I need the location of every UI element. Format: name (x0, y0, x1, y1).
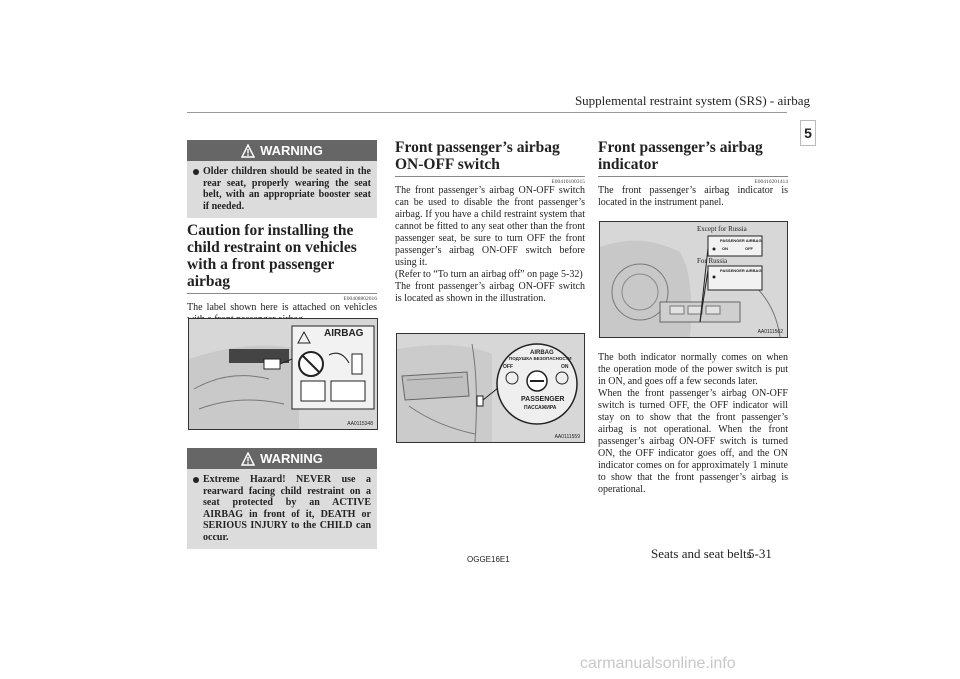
panel2-label: PASSENGER AIRBAG (720, 268, 762, 273)
panel-on-text: ON (722, 246, 728, 251)
section-rule (395, 176, 585, 177)
warning-box-older-children (187, 140, 377, 218)
switch-passenger-ru-text: ПАССАЖИРА (524, 405, 557, 411)
bullet-icon (193, 477, 199, 483)
panel1-label: PASSENGER AIRBAG (720, 238, 762, 243)
section-code: E00410100315 (551, 179, 585, 185)
switch-airbag-ru-text: ПОДУШКА БЕЗОПАСНОСТИ (509, 356, 572, 361)
warning-header (187, 140, 377, 161)
paragraph-reference: (Refer to “To turn an airbag off” on page 5-32) (395, 269, 583, 280)
figure-airbag-label (188, 318, 378, 430)
for-russia-text: For Russia (697, 257, 728, 265)
figure-id: AA0111559 (554, 434, 580, 440)
except-russia-text: Except for Russia (697, 225, 747, 233)
figure-indicator-panel (599, 221, 788, 338)
airbag-label-text: AIRBAG (324, 328, 364, 339)
panel-off-text: OFF (745, 246, 753, 251)
warning-header (187, 448, 377, 469)
paragraph-indicator-states: When the front passenger’s airbag ON-OFF switch is turned OFF, the OFF indicator will stay on to show that the front passenger’s airbag is not operational. When the front passenger’s airbag ON-OFF switch is turned ON, the OFF indicator goes off, and the ON indicator comes on for approximately 1 minute to show that the front passenger’s airbag is operational. (598, 388, 788, 495)
footer-code: OGGE16E1 (467, 555, 510, 564)
section-title-caution: Caution for installing the child restraint on vehicles with a front passenger airbag (187, 222, 357, 290)
page-number: 5-31 (748, 546, 772, 561)
section-rule (187, 293, 377, 294)
paragraph-switch-location: The front passenger’s airbag ON-OFF switch is located as shown in the illustration. (395, 281, 585, 304)
figure-id: AA0111562 (757, 329, 783, 335)
switch-passenger-text: PASSENGER (521, 396, 565, 403)
watermark: carmanualsonline.info (580, 655, 736, 672)
running-header: Supplemental restraint system (SRS) - airbag (574, 93, 810, 108)
warning-triangle-icon (241, 144, 255, 158)
switch-location-illustration (397, 334, 584, 442)
switch-off-text: OFF (503, 364, 513, 370)
paragraph-label-info: The label shown here is attached on vehicles (187, 302, 377, 313)
section-title-indicator: Front passenger’s airbag indicator (598, 139, 763, 173)
section-rule (598, 176, 788, 177)
warning-box-extreme-hazard (187, 448, 377, 549)
paragraph-indicator-normal: The both indicator normally comes on when the operation mode of the power switch is put in ON, and goes off a few seconds later. (598, 352, 788, 387)
figure-switch-location (396, 333, 585, 443)
footer-section: Seats and seat belts (651, 546, 752, 561)
section-title-on-off-switch: Front passenger’s airbag ON-OFF switch (395, 139, 560, 173)
paragraph-indicator-location: The front passenger’s airbag indicator is located in the instrument panel. (598, 185, 788, 208)
warning-text: Extreme Hazard! NEVER use a rearward facing child restraint on a seat protected by an ACTIVE AIRBAG in front of it, DEATH or SERIOUS INJURY to the CHILD can occur. (203, 474, 371, 543)
warning-triangle-icon (241, 452, 255, 466)
paragraph-switch-purpose: The front passenger’s airbag ON-OFF switch can be used to disable the front passenger’s airbag. If you have a child restraint system that cannot be fitted to any seat other than the front passenger seat, be sure to turn OFF the front passenger’s airbag ON-OFF switch before using it. (395, 185, 585, 268)
warning-label: WARNING (260, 143, 323, 158)
switch-airbag-text: AIRBAG (530, 350, 554, 356)
warning-text: Older children should be seated in the rear seat, properly wearing the seat belt, with an appropriate booster seat if needed. (203, 166, 371, 212)
bullet-icon (193, 169, 199, 175)
figure-id: AA0115348 (347, 421, 373, 427)
section-code: E00410201414 (754, 179, 788, 185)
switch-on-text: ON (561, 364, 569, 370)
warning-label: WARNING (260, 451, 323, 466)
chapter-tab: 5 (800, 120, 816, 146)
section-code: E00408802016 (343, 296, 377, 302)
header-rule (187, 112, 787, 113)
